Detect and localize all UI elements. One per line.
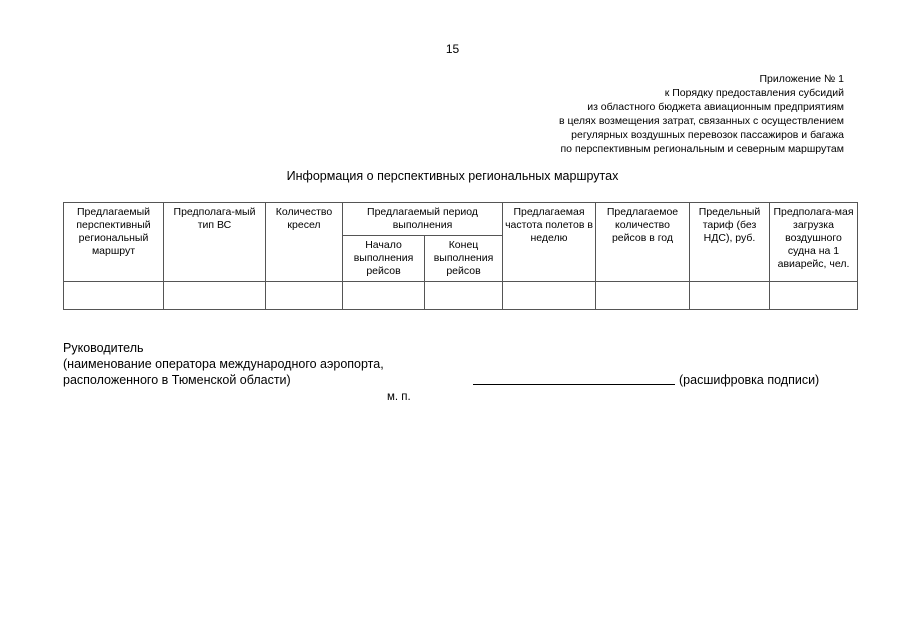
table-cell[interactable] — [64, 282, 164, 310]
appendix-line: регулярных воздушных перевозок пассажиров и багажа — [571, 129, 844, 141]
table-cell[interactable] — [266, 282, 343, 310]
table-cell[interactable] — [425, 282, 503, 310]
table-cell[interactable] — [770, 282, 858, 310]
header-load: Предполага-мая загрузка воздушного судна на 1 авиарейс, чел. — [770, 203, 858, 282]
table-cell[interactable] — [503, 282, 596, 310]
header-period-end: Конец выполнения рейсов — [425, 236, 503, 282]
table-cell[interactable] — [596, 282, 690, 310]
appendix-line: по перспективным региональным и северным маршрутам — [560, 143, 844, 155]
seal-label: м. п. — [387, 391, 411, 403]
header-seats: Количество кресел — [266, 203, 343, 282]
manager-line: Руководитель — [63, 341, 144, 355]
header-aircraft-type: Предполага-мый тип ВС — [164, 203, 266, 282]
appendix-line: к Порядку предоставления субсидий — [664, 87, 844, 99]
document-title: Информация о перспективных региональных маршрутах — [286, 169, 619, 183]
table-header-row — [64, 203, 858, 236]
signature-hint: (расшифровка подписи) — [679, 373, 820, 387]
appendix-line: в целях возмещения затрат, связанных с осуществлением — [558, 115, 844, 127]
appendix-line: из областного бюджета авиационным предприятиям — [587, 101, 844, 113]
manager-line: (наименование оператора международного аэропорта, — [63, 357, 384, 371]
routes-table — [63, 202, 858, 310]
manager-line: расположенного в Тюменской области) — [63, 373, 291, 387]
table-cell[interactable] — [343, 282, 425, 310]
header-max-tariff: Предельный тариф (без НДС), руб. — [690, 203, 770, 282]
signature-line[interactable] — [473, 384, 675, 385]
header-period-start: Начало выполнения рейсов — [343, 236, 425, 282]
header-period: Предлагаемый период выполнения — [343, 203, 503, 236]
header-flights-per-year: Предлагаемое количество рейсов в год — [596, 203, 690, 282]
header-weekly-frequency: Предлагаемая частота полетов в неделю — [503, 203, 596, 282]
header-route: Предлагаемый перспективный региональный маршрут — [64, 203, 164, 282]
table-cell[interactable] — [164, 282, 266, 310]
manager-block — [63, 340, 384, 388]
appendix-line: Приложение № 1 — [759, 73, 844, 85]
table-row — [64, 282, 858, 310]
appendix-note — [559, 72, 844, 156]
page-number: 15 — [445, 42, 460, 56]
table-cell[interactable] — [690, 282, 770, 310]
